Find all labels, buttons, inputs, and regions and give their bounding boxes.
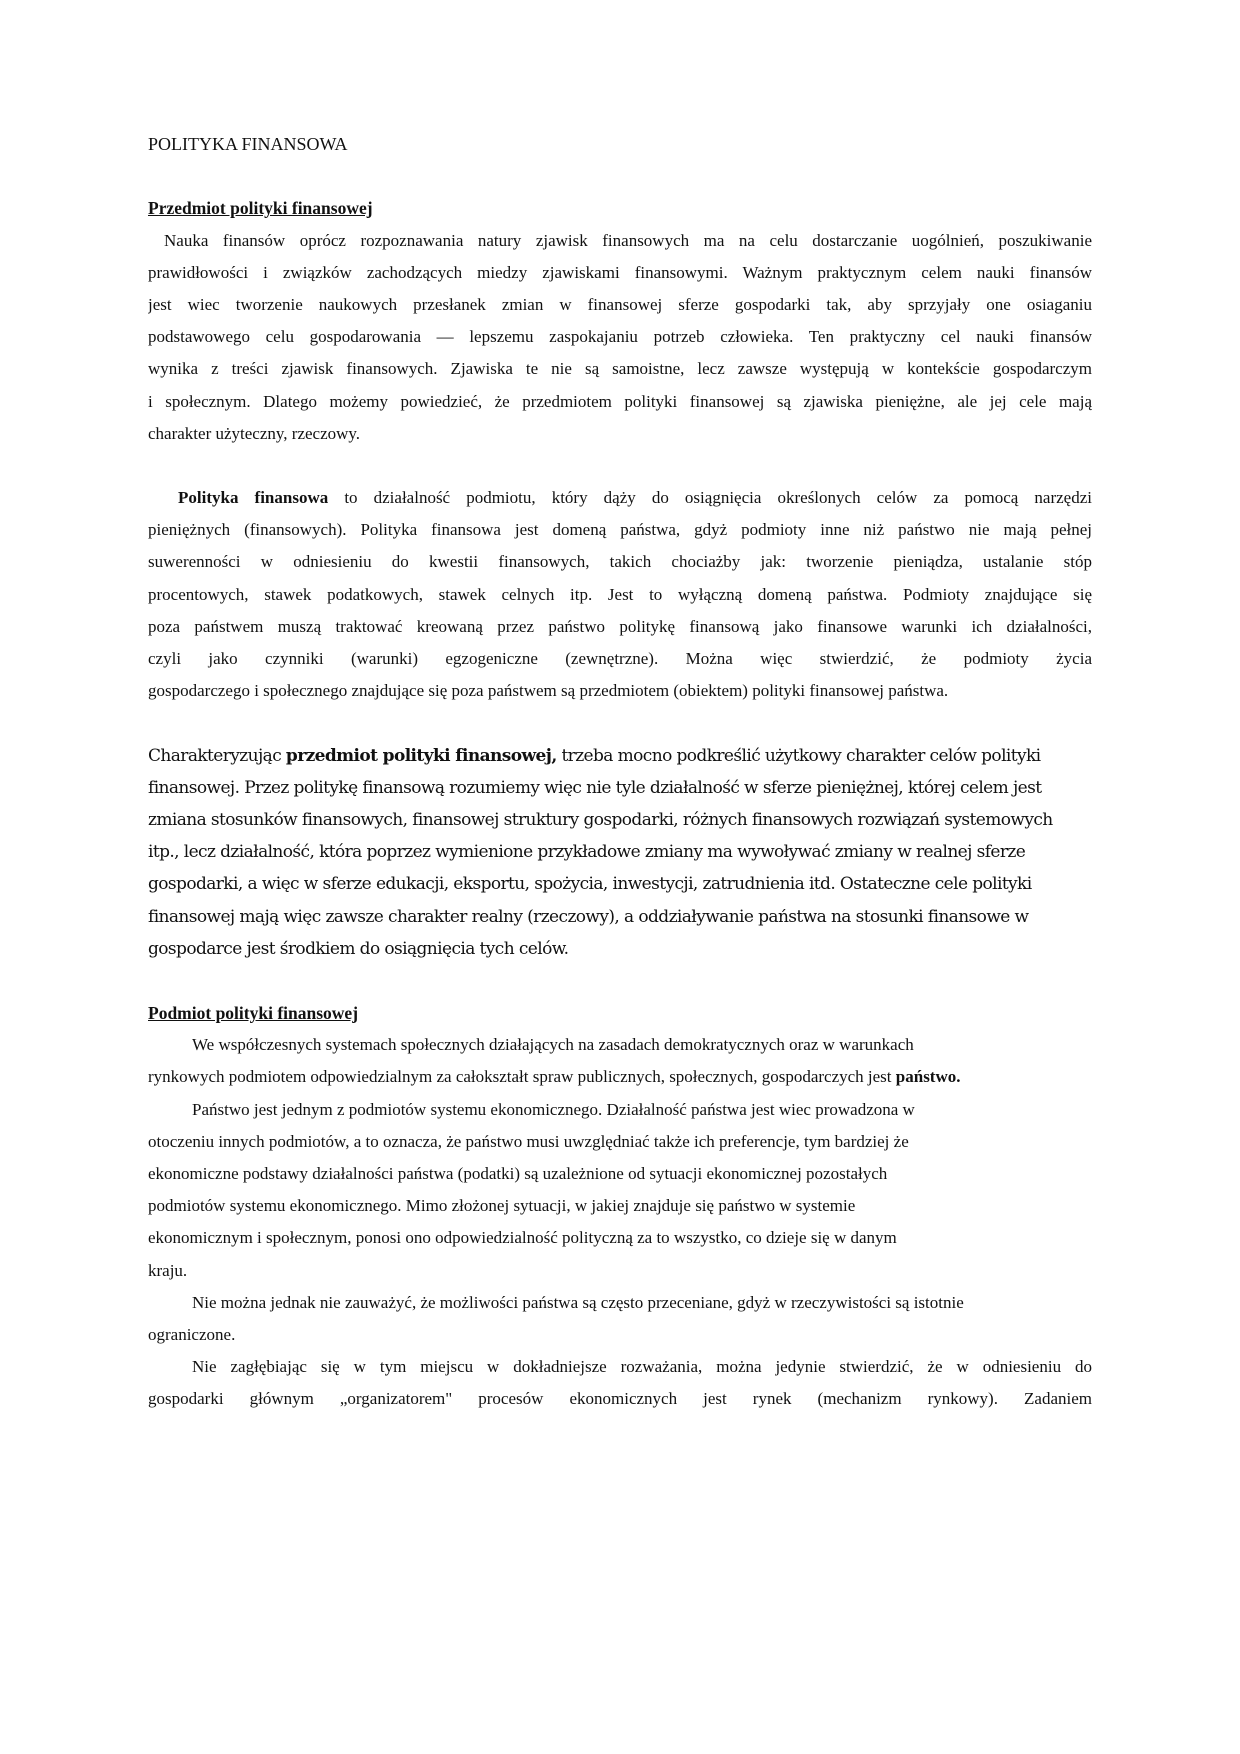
text-run: gospodarki, a więc w sferze edukacji, eksportu, spożycia, inwestycji, zatrudnienia itd. Ostateczne cele polityki — [148, 874, 1032, 895]
text-run: i społecznym. Dlatego możemy powiedzieć, że przedmiotem polityki finansowej są zjawiska pieniężne, ale jej cele mają — [148, 391, 1092, 411]
document-title: POLITYKA FINANSOWA — [148, 134, 348, 154]
text-line — [148, 579, 1092, 611]
text-line — [148, 643, 1092, 675]
text-run: jest wiec tworzenie naukowych przesłanek zmian w finansowej sferze gospodarki tak, aby sprzyjały one osiaganiu — [148, 294, 1092, 314]
text-line — [148, 868, 1092, 900]
text-line — [148, 836, 1092, 868]
paragraph — [148, 1094, 1092, 1287]
text-run: gospodarczego i społecznego znajdujące się poza państwem są przedmiotem (obiektem) polityki finansowej państwa. — [148, 681, 949, 701]
text-line — [148, 1319, 1092, 1351]
text-line — [148, 740, 1092, 772]
text-run: rynkowych podmiotem odpowiedzialnym za całokształt spraw publicznych, społecznych, gospodarczych jest — [148, 1067, 896, 1087]
text-line — [148, 225, 1092, 257]
blank-line — [148, 707, 1092, 739]
document-body — [148, 160, 1092, 1415]
text-line — [148, 1126, 1092, 1158]
text-line — [148, 514, 1092, 546]
text-run: suwerenności w odniesieniu do kwestii finansowych, takich chociażby jak: tworzenie pieniądza, ustalanie stóp — [148, 552, 1092, 572]
text-line — [148, 353, 1092, 385]
text-run: to działalność podmiotu, który dąży do osiągnięcia określonych celów za pomocą narzędzi — [328, 488, 1092, 508]
text-run: Charakteryzując — [148, 745, 286, 766]
text-run: trzeba mocno podkreślić użytkowy charakter celów polityki — [556, 745, 1041, 766]
text-line — [148, 1061, 1092, 1093]
paragraph — [148, 225, 1092, 450]
text-line — [148, 804, 1092, 836]
text-line — [148, 1222, 1092, 1254]
text-line — [148, 1094, 1092, 1126]
bold-text: państwo. — [895, 1067, 961, 1087]
text-line — [148, 1190, 1092, 1222]
text-run: ekonomicznym i społecznym, ponosi ono odpowiedzialność polityczną za to wszystko, co dzieje się w danym — [148, 1228, 897, 1248]
text-line — [148, 1351, 1092, 1383]
text-line — [148, 611, 1092, 643]
text-run: ekonomiczne podstawy działalności państwa (podatki) są uzależnione od sytuacji ekonomicznej pozostałych — [148, 1164, 888, 1183]
text-line — [148, 1029, 1092, 1061]
paragraph — [148, 1287, 1092, 1351]
text-run: wynika z treści zjawisk finansowych. Zjawiska te nie są samoistne, lecz zawsze występują w kontekście gospodarczym — [148, 359, 1092, 379]
bold-text: przedmiot polityki finansowej, — [285, 745, 557, 766]
text-run: prawidłowości i związków zachodzących miedzy zjawiskami finansowymi. Ważnym praktycznym celem nauki finansów — [148, 262, 1092, 282]
blank-line — [148, 965, 1092, 997]
section-heading: Przedmiot polityki finansowej — [148, 198, 373, 219]
text-run: otoczeniu innych podmiotów, a to oznacza, że państwo musi uwzględniać także ich preferencje, tym bardziej że — [148, 1131, 909, 1151]
text-run: We współczesnych systemach społecznych działających na zasadach demokratycznych oraz w warunkach — [192, 1035, 914, 1055]
text-run: podmiotów systemu ekonomicznego. Mimo złożonej sytuacji, w jakiej znajduje się państwo w systemie — [148, 1196, 856, 1216]
text-line — [148, 933, 1092, 965]
text-line — [148, 482, 1092, 514]
text-line — [148, 257, 1092, 289]
text-run: Nie zagłębiając się w tym miejscu w dokładniejsze rozważania, można jedynie stwierdzić, że w odniesieniu do — [192, 1357, 1092, 1377]
document-page — [148, 128, 1092, 1416]
text-run: finansowej mają więc zawsze charakter realny (rzeczowy), a oddziaływanie państwa na stosunki finansowe w — [148, 906, 1029, 927]
text-run: gospodarce jest środkiem do osiągnięcia tych celów. — [148, 938, 569, 959]
text-run: Nauka finansów oprócz rozpoznawania natury zjawisk finansowych ma na celu dostarczanie uogólnień, poszukiwanie — [164, 230, 1092, 250]
text-line — [148, 418, 1092, 450]
text-run: czyli jako czynniki (warunki) egzogeniczne (zewnętrzne). Można więc stwierdzić, że podmioty życia — [148, 649, 1092, 668]
text-line — [148, 901, 1092, 933]
text-run: gospodarki głównym „organizatorem" procesów ekonomicznych jest rynek (mechanizm rynkowy). Zadaniem — [148, 1389, 1092, 1409]
text-line — [148, 1158, 1092, 1190]
text-line — [148, 1287, 1092, 1319]
text-run: itp., lecz działalność, która poprzez wymienione przykładowe zmiany ma wywoływać zmiany w realnej sferze — [148, 842, 1026, 863]
text-run: kraju. — [148, 1260, 188, 1280]
text-line — [148, 1255, 1092, 1287]
paragraph — [148, 1029, 1092, 1093]
paragraph — [148, 740, 1092, 965]
text-run: ograniczone. — [148, 1324, 236, 1344]
text-run: pieniężnych (finansowych). Polityka finansowa jest domeną państwa, gdyż podmioty inne niż państwo nie mają pełnej — [148, 520, 1092, 540]
text-line — [148, 675, 1092, 707]
text-run: finansowej. Przez politykę finansową rozumiemy więc nie tyle działalność w sferze pieniężnej, której celem jest — [148, 777, 1042, 798]
text-run: zmiana stosunków finansowych, finansowej struktury gospodarki, różnych finansowych rozwiązań systemowych — [148, 809, 1053, 830]
paragraph — [148, 1351, 1092, 1415]
blank-line — [148, 160, 1092, 192]
section-heading: Podmiot polityki finansowej — [148, 1003, 359, 1024]
bold-text: Polityka finansowa — [178, 488, 329, 508]
text-run: Państwo jest jednym z podmiotów systemu ekonomicznego. Działalność państwa jest wiec prowadzona w — [192, 1099, 915, 1119]
text-run: podstawowego celu gospodarowania — lepszemu zaspokajaniu potrzeb człowieka. Ten praktyczny cel nauki finansów — [148, 327, 1092, 347]
text-run: charakter użyteczny, rzeczowy. — [148, 423, 361, 443]
text-line — [148, 386, 1092, 418]
text-run: poza państwem muszą traktować kreowaną przez państwo politykę finansową jako finansowe warunki ich działalności, — [148, 616, 1092, 636]
text-line — [148, 772, 1092, 804]
text-line — [148, 289, 1092, 321]
text-line — [148, 321, 1092, 353]
text-line — [148, 1383, 1092, 1415]
blank-line — [148, 450, 1092, 482]
text-run: procentowych, stawek podatkowych, stawek celnych itp. Jest to wyłączną domeną państwa. Podmioty znajdujące się — [148, 584, 1092, 604]
text-line — [148, 546, 1092, 578]
text-run: Nie można jednak nie zauważyć, że możliwości państwa są często przeceniane, gdyż w rzeczywistości są istotnie — [192, 1292, 964, 1312]
paragraph — [148, 482, 1092, 707]
